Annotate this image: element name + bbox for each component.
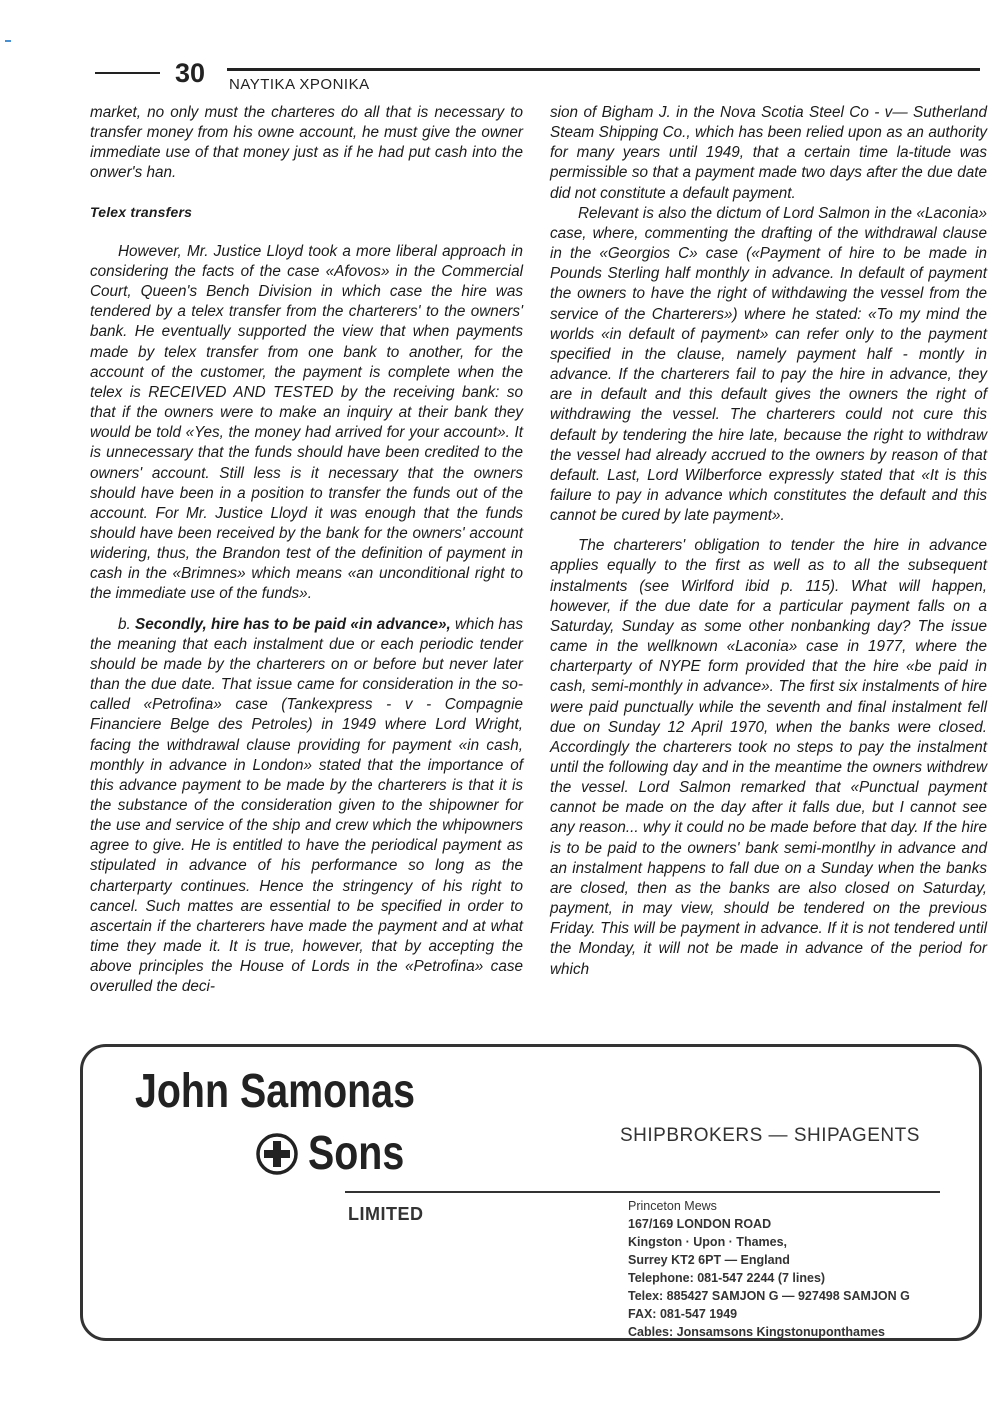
left-column [90, 103, 523, 998]
company-name-line1: John Samonas [135, 1065, 415, 1118]
paragraph: However, Mr. Justice Lloyd took a more liberal approach in considering the facts of the case «Afovos» in the Commercial Court, Queen's Bench Division in which case the hire was tendered by a telex transfer from the charterers' to the owners' bank. He eventually supported the view that when payments made by telex transfer from one bank to another, for the account of the customer, the payment is complete when the telex is RECEIVED AND TESTED by the receiving bank: so that if the owners were to make an inquiry at their bank they would be told «Yes, the money had arrived for your account». It is unnecessary that the funds should have been credited to the owners' account. Still less is it necessary that the owners should have been in a position to transfer the funds out of the account. For Mr. Justice Lloyd it was enough that the funds should have been received by the bank for the owners' account widering, thus, the Brandon test of the definition of payment in cash in the «Brimnes» which means «an unconditional right to the immediate use of the funds». [90, 242, 523, 603]
telex-line: Telex: 885427 SAMJON G — 927498 SAMJON G [628, 1289, 910, 1303]
company-address [628, 1197, 910, 1341]
cables-line: Cables: Jonsamsons Kingstonuponthames [628, 1325, 885, 1339]
address-line: Kingston · Upon · Thames, [628, 1235, 788, 1249]
paragraph-lead: b. [118, 615, 131, 633]
section-subheading: Telex transfers [90, 203, 193, 220]
header-rule-right [227, 68, 980, 71]
advert-divider [345, 1191, 940, 1193]
publication-name: ΝΑΥΤΙΚΑ ΧΡΟΝΙΚΑ [229, 76, 370, 93]
company-name-line2: Sons [308, 1127, 405, 1180]
page-number: 30 [175, 58, 206, 88]
plus-circle-icon [255, 1132, 299, 1176]
paragraph-text: which has the meaning that each instalment due or each periodic tender should be made by the charterers on or before but never later than the due date. That issue came for consideration in the so-called «Petrofina» case (Tankexpress - v - Compagnie Financiere Belge des Petroles) in 1949 where Lord Wright, facing the withdrawal clause providing for payment «in cash, monthly in advance in London» stated that the importance of this advance payment to be made by the charterers is that it is the substance of the consideration given to the shipowner for the use and service of the ship and crew which the whipowners agree to give. He is entitled to have the periodical payment as stipulated in advance of his performance so long as the charterparty continues. Hence the stringency of his right to cancel. Such mattes are essential to be specified in order to ascertain if the charterers have made the payment and at what time they made it. It is true, however, that by accepting the above principles the House of Lords in the «Petrofina» case overulled the deci- [90, 615, 524, 996]
header-rule-left [95, 72, 160, 74]
address-line: Surrey KT2 6PT — England [628, 1253, 790, 1267]
paragraph: market, no only must the charteres do all that is necessary to transfer money from his owne account, he must give the owner immediate use of that money just as if he had put cash into the onwer's han. [90, 104, 523, 182]
fax-line: FAX: 081-547 1949 [628, 1307, 738, 1321]
address-line: 167/169 LONDON ROAD [628, 1217, 772, 1231]
paragraph [90, 615, 523, 998]
margin-mark [5, 40, 11, 42]
paragraph: The charterers' obligation to tender the hire in advance applies equally to the first as well as to all the subsequent instalments (see Wirlford ibid p. 115). What will happen, however, if the due date for a particular payment falls on a Saturday, Sunday as some other nonbanking day? The issue came in the wellknown «Laconia» case in 1977, where the charterparty of NYPE form provided that the hire «be paid in cash, semi-monthly in advance». The first six instalments of hire were paid punctually while the seventh and final instalment fell due on Sunday 12 April 1970, when the banks were closed. Accordingly the charterers took no steps to pay the instalment until the following day and in the meantime the owners withdrew the vessel. Lord Salmon remarked that «Punctual payment cannot be made on the day after it falls due, but I cannot see any reason... why it could no be made before that day. If the hire is to be paid to the owners' bank semi-montlhy in advance and an instalment happens to fall due on a Sunday when the banks are closed, then as the banks are also closed on Saturday, payment, in may view, should be tendered on the previous Friday. This will be payment in advance. If it is not tendered until the Monday, it will not be made in advance of the period for which [550, 537, 987, 978]
telephone-line: Telephone: 081-547 2244 (7 lines) [628, 1271, 826, 1285]
right-column [550, 103, 987, 980]
paragraph-emphasis: Secondly, hire has to be paid «in advance», [135, 615, 451, 633]
page-header [95, 58, 980, 98]
address-line: Princeton Mews [628, 1199, 717, 1213]
company-tagline: SHIPBROKERS — SHIPAGENTS [620, 1125, 920, 1146]
advertisement-box [80, 1044, 982, 1341]
company-limited: LIMITED [348, 1204, 424, 1224]
paragraph: Relevant is also the dictum of Lord Salmon in the «Laconia» case, where, commenting the drafting of the withdrawal clause in the «Georgios C» case («Payment of hire to be made in Pounds Sterling half monthly in advance. In default of payment the owners to have the right of withdawing the vessel from the service of the Charterers») where he stated: «To my mind the worlds «in default of payment» can refer only to the payment specified in the clause, namely payment half - montly in advance. If the charterers fail to pay the hire in advance, they are in default and this default gives the owners the right of withdrawing the vessel. The charterers could not cure this default by tendering the hire late, because the right to withdraw the vessel had already accrued to the owners by reason of that default. Last, Lord Wilberforce expressly stated that «It is this failure to pay in advance which constitutes the default and this cannot be cured by late payment». [550, 204, 987, 525]
paragraph: sion of Bigham J. in the Nova Scotia Steel Co - v— Sutherland Steam Shipping Co., which has been relied upon as an authority for many years until 1949, that a certain time la-titude was permissible so that a payment made two days after the due date did not constitute a default payment. [550, 104, 987, 202]
